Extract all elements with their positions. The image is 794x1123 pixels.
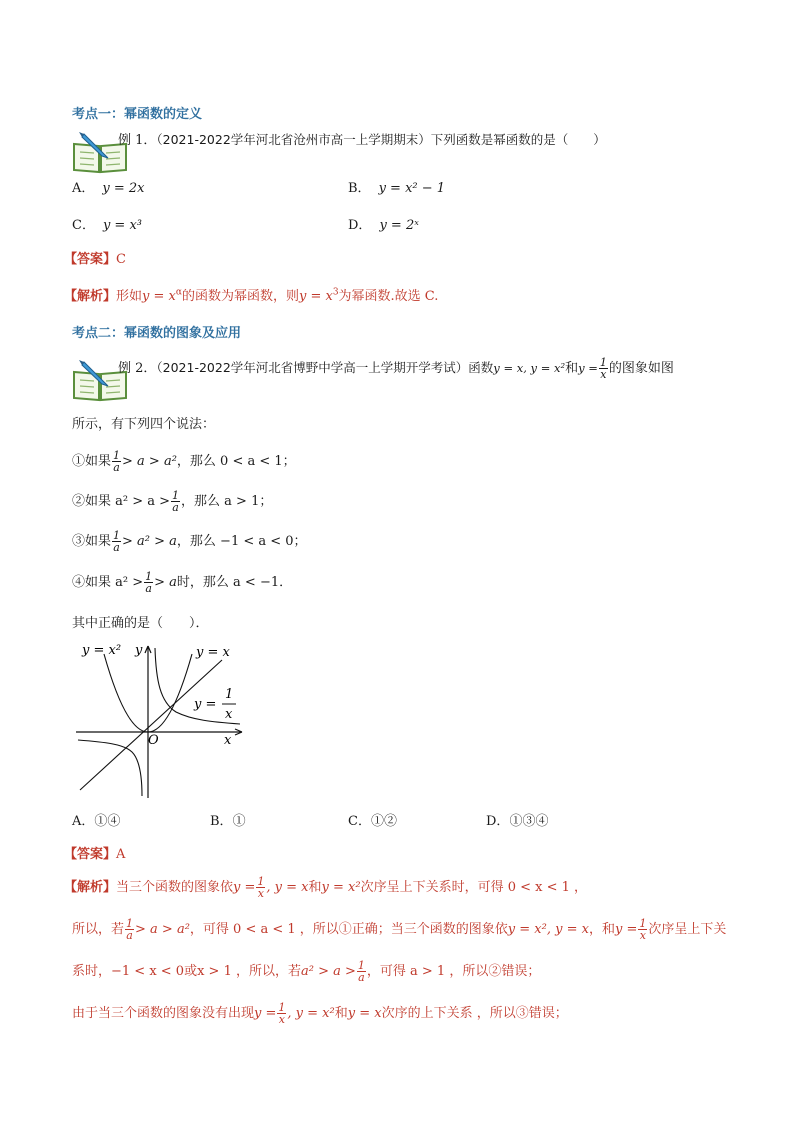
label-y-eq-inv: y = (194, 697, 217, 712)
function-graph (72, 640, 252, 800)
analysis-line-3: 系时，−1 < x < 0或x > 1 ，所以，若a² > a > $\frac{1}{a}$ ，可得 a > 1 ，所以②错误； (72, 959, 541, 984)
example-source: （2021-2022学年河北省沧州市高一上学期期末）下列函数是幂函数的是（ ） (156, 132, 606, 147)
example-label: 例 1． (118, 133, 157, 148)
option-b-2[interactable]: B．① (210, 814, 246, 829)
option-d-2[interactable]: D．①③④ (486, 814, 549, 829)
label-y-eq-x2: y = x² (82, 643, 122, 658)
hyperbola-branch-2 (78, 740, 142, 796)
label-y-eq-x: y = x (196, 645, 230, 660)
statement-1: ①如果 $\frac{1}{a}$ > a > a²，那么 0 < a < 1； (72, 449, 296, 474)
statement-4: ④如果 a² > $\frac{1}{a}$ > a时，那么 a < −1． (72, 570, 293, 595)
analysis-line-1: 【解析】当三个函数的图象依y = $\frac{1}{x}$ , y = x和y = x²次序呈上下关系时，可得 0 < x < 1 ， (64, 875, 588, 900)
option-c[interactable]: C． y = x³ (72, 218, 142, 233)
option-b[interactable]: B． y = x² − 1 (348, 181, 446, 196)
statement-intro: 所示，有下列四个说法： (72, 417, 216, 432)
option-c-2[interactable]: C．①② (348, 814, 397, 829)
statement-2: ②如果 a² > a > $\frac{1}{a}$ ，那么 a > 1； (72, 489, 273, 514)
analysis-line: 【解析】形如$y = x^\alpha$的函数为幂函数，则$y = x^3$为幂函数.故选 C. (64, 287, 439, 304)
section-title: 考点一：幂函数的定义 (72, 107, 203, 122)
option-a[interactable]: A． y = 2x (72, 181, 145, 196)
option-d[interactable]: D． y = 2ˣ (348, 218, 419, 233)
analysis-line-2: 所以，若 $\frac{1}{a}$ > a > a²，可得 0 < a < 1 ，所以①正确；当三个函数的图象依y = x², y = x，和y = $\frac{1}{x}$ 次序呈上下关 (72, 917, 727, 942)
option-a-2[interactable]: A．①④ (72, 814, 121, 829)
answer-line: 【答案】C (64, 252, 126, 267)
example2-line: 例 2．（2021-2022学年河北省博野中学高一上学期开学考试）函数y = x, y = x²和y = $\frac{1}{x}$ 的图象如图 (118, 356, 674, 381)
label-inv-den: x (225, 707, 233, 722)
label-inv-num: 1 (225, 687, 234, 702)
label-origin: O (148, 733, 159, 748)
analysis-line-4: 由于当三个函数的图象没有出现y = $\frac{1}{x}$ , y = x²和y = x次序的上下关系 ，所以③错误； (72, 1001, 568, 1026)
label-y-axis: y (135, 643, 143, 658)
question: 其中正确的是（ ）． (72, 616, 209, 631)
line-y-eq-x (80, 660, 222, 790)
answer-line-2: 【答案】A (64, 847, 126, 862)
label-x-axis: x (224, 733, 232, 748)
statement-3: ③如果 $\frac{1}{a}$ > a² > a，那么 −1 < a < 0； (72, 529, 307, 554)
section-title-2: 考点二：幂函数的图象及应用 (72, 326, 242, 341)
